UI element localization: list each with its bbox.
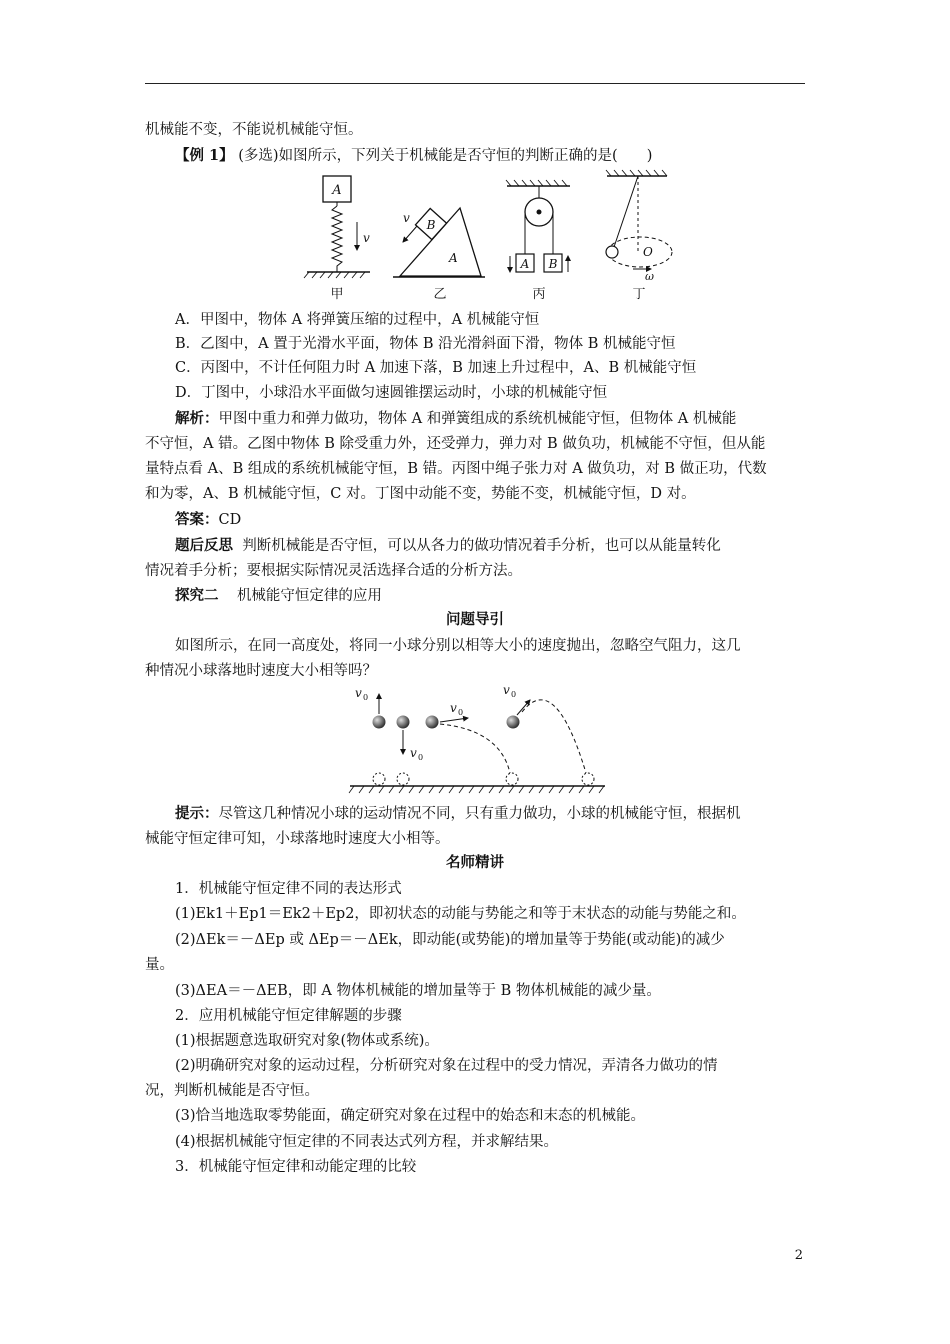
caption-yi: 乙 [433,287,447,302]
text-line: 1．机械能守恒定律不同的表达形式 [175,881,402,897]
diagram-bing [506,180,570,302]
text-line: 况，判断机械能是否守恒。 [145,1083,319,1099]
svg-text:ω: ω [645,270,654,283]
caption-jia: 甲 [330,287,344,302]
text-line: 量。 [145,957,174,973]
svg-text:0: 0 [418,753,424,762]
example-1-question [175,146,805,166]
text-line: (1)Ek1＋Ep1＝Ek2＋Ep2，即初状态的动能与势能之和等于末状态的动能与势能之和。 [175,906,746,922]
svg-text:B: B [426,218,436,232]
subheading-expert-explanation: 名师精讲 [446,854,504,871]
figure-mechanics-diagrams [295,170,675,305]
header-rule [145,83,805,84]
diagram-yi [393,208,485,302]
section-heading [175,586,805,606]
question-line: 种情况小球落地时速度大小相等吗？ [145,663,377,679]
section-tag: 探究二 [175,587,219,604]
option-a: A．甲图中，物体 A 将弹簧压缩的过程中，A 机械能守恒 [175,312,540,328]
svg-text:v: v [355,686,362,700]
text-line: (1)根据题意选取研究对象(物体或系统)。 [175,1033,439,1049]
svg-text:O: O [643,245,653,259]
svg-text:v: v [403,211,410,225]
text-line: (2)ΔEk＝－ΔEp 或 ΔEp＝－ΔEk，即动能(或势能)的增加量等于势能(或动能)的减少 [175,932,725,948]
option-d: D．丁图中，小球沿水平面做匀速圆锥摆运动时，小球的机械能守恒 [175,385,608,401]
text-line: 2．应用机械能守恒定律解题的步骤 [175,1008,402,1024]
example-text: (多选)如图所示，下列关于机械能是否守恒的判断正确的是( ) [238,148,653,164]
svg-text:0: 0 [458,708,464,717]
text-line: (3)恰当地选取零势能面，确定研究对象在过程中的始态和末态的机械能。 [175,1108,646,1124]
caption-ding: 丁 [632,287,646,302]
svg-text:A: A [520,257,530,271]
diagram-jia [304,176,370,302]
caption-bing: 丙 [532,287,546,302]
option-b: B．乙图中，A 置于光滑水平面，物体 B 沿光滑斜面下滑，物体 B 机械能守恒 [175,336,676,352]
svg-text:B: B [548,257,558,271]
svg-text:0: 0 [511,690,517,699]
page-number: 2 [794,1248,803,1263]
analysis-line: 和为零，A、B 机械能守恒，C 对。丁图中动能不变，势能不变，机械能守恒，D 对。 [145,486,696,502]
svg-text:A: A [449,251,458,265]
reflection-line: 题后反思 判断机械能是否守恒，可以从各力的做功情况着手分析，也可以从能量转化 [175,537,721,554]
section-title: 机械能守恒定律的应用 [236,588,382,604]
analysis-line: 量特点看 A、B 组成的系统机械能守恒，B 错。丙图中绳子张力对 A 做负功，对 B 做正功，代数 [145,461,767,477]
analysis-line: 不守恒，A 错。乙图中物体 B 除受重力外，还受弹力，弹力对 B 做负功，机械能不守恒，但从能 [145,436,766,452]
text-line: (3)ΔEA＝－ΔEB，即 A 物体机械能的增加量等于 B 物体机械能的减少量。 [175,983,661,999]
figure-projectiles [350,680,610,795]
hint-tag: 提示： [175,805,219,822]
text-line: 3．机械能守恒定律和动能定理的比较 [175,1159,417,1175]
svg-text:v: v [503,683,510,697]
reflection-line: 情况着手分析；要根据实际情况灵活选择合适的分析方法。 [145,563,522,579]
reflection-tag: 题后反思 [175,537,233,554]
svg-text:0: 0 [363,693,369,702]
hint-line: 提示：尽管这几种情况小球的运动情况不同，只有重力做功，小球的机械能守恒，根据机 [175,805,741,822]
svg-text:v: v [363,231,370,245]
option-c: C．丙图中，不计任何阻力时 A 加速下落，B 加速上升过程中，A、B 机械能守恒 [175,360,697,376]
answer-tag: 答案： [175,511,219,528]
answer-value: CD [218,512,242,528]
subheading-problem-guide: 问题导引 [446,611,504,628]
answer-line [175,510,805,530]
diagram-ding [606,170,672,302]
analysis-tag: 解析： [175,410,219,427]
text-line: (4)根据机械能守恒定律的不同表达式列方程，并求解结果。 [175,1134,559,1150]
text-line: 机械能不变，不能说机械能守恒。 [145,122,363,138]
svg-text:v: v [410,746,417,760]
question-line: 如图所示，在同一高度处，将同一小球分别以相等大小的速度抛出，忽略空气阻力，这几 [175,638,741,654]
analysis-line: 解析：甲图中重力和弹力做功，物体 A 和弹簧组成的系统机械能守恒，但物体 A 机械能 [175,410,737,427]
text-line: (2)明确研究对象的运动过程，分析研究对象在过程中的受力情况，弄清各力做功的情 [175,1058,718,1074]
hint-line: 械能守恒定律可知，小球落地时速度大小相等。 [145,831,450,847]
svg-text:v: v [450,701,457,715]
example-tag: 【例 1】 [175,147,234,164]
svg-text:A: A [332,183,342,198]
